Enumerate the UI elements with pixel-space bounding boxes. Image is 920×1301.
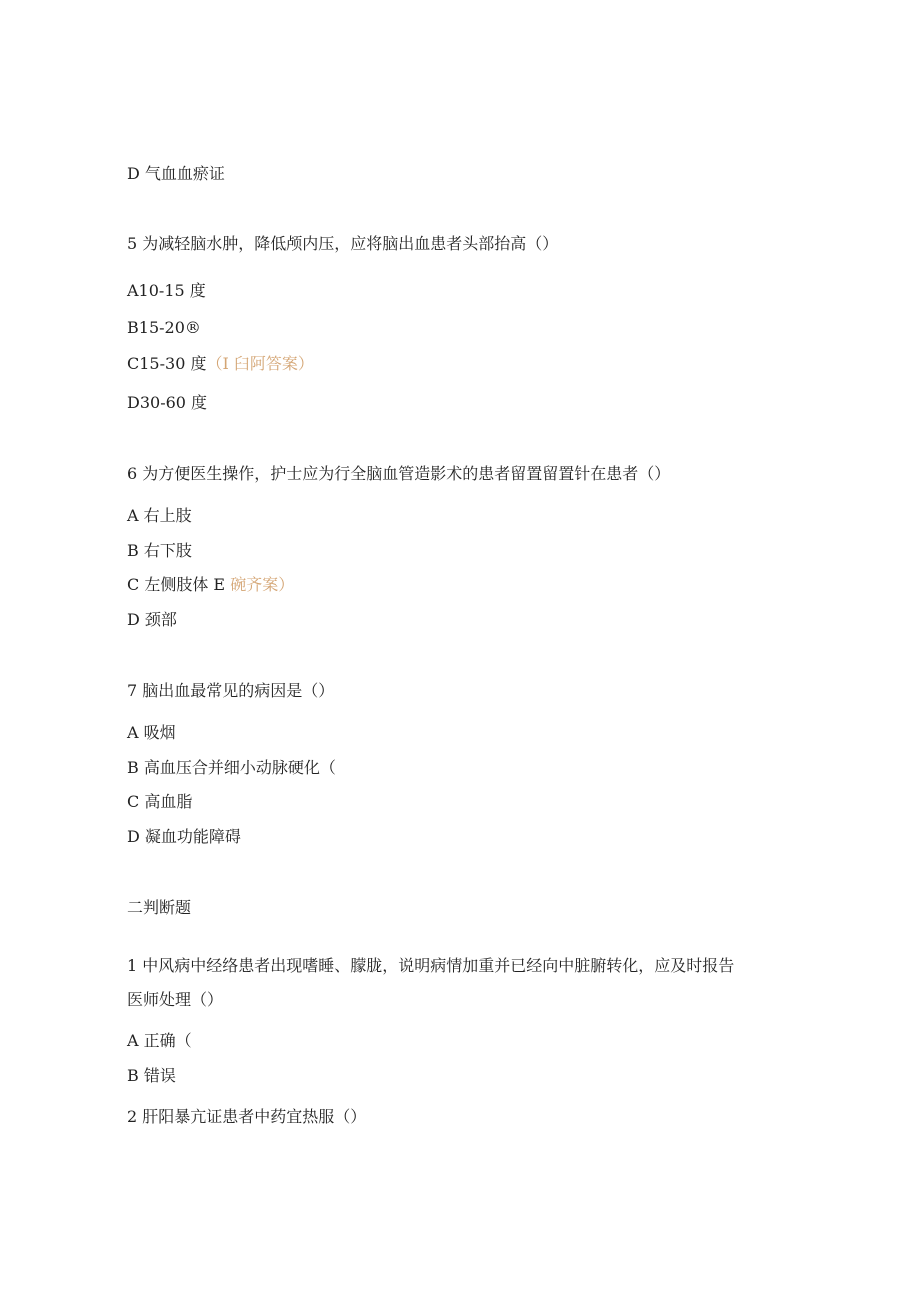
option-c-q7: C 高血脂 (127, 792, 193, 811)
question-7: 7 脑出血最常见的病因是（） (127, 681, 335, 700)
answer-mark: 碗齐案） (230, 575, 295, 594)
option-b-tf1: B 错误 (127, 1066, 176, 1085)
tf-question-1-continued: 医师处理（） (127, 990, 224, 1009)
option-d-q6: D 颈部 (127, 610, 177, 629)
option-b-q7: B 高血压合并细小动脉硬化（ (127, 758, 336, 777)
option-d-q4: D 气血血瘀证 (127, 164, 225, 183)
option-d-q5: D30-60 度 (127, 393, 208, 412)
option-a-tf1: A 正确（ (127, 1031, 192, 1050)
tf-question-2: 2 肝阳暴亢证患者中药宜热服（） (127, 1107, 367, 1126)
option-a-q5: A10-15 度 (127, 281, 206, 300)
tf-question-1: 1 中风病中经络患者出现嗜睡、朦胧，说明病情加重并已经向中脏腑转化，应及时报告 (127, 956, 735, 975)
option-d-q7: D 凝血功能障碍 (127, 827, 241, 846)
question-6: 6 为方便医生操作，护士应为行全脑血管造影术的患者留置留置针在患者（） (127, 464, 671, 483)
option-a-q6: A 右上肢 (127, 506, 192, 525)
option-a-q7: A 吸烟 (127, 723, 176, 742)
section-heading: 二判断题 (127, 898, 192, 917)
option-c-q6: C 左侧肢体 E 碗齐案） (127, 575, 295, 594)
option-c-q5: C15-30 度（I 臼阿答案） (127, 354, 314, 373)
option-b-q6: B 右下肢 (127, 541, 192, 560)
option-b-q5: B15-20® (127, 318, 201, 337)
answer-mark: （I 臼阿答案） (206, 354, 314, 373)
question-5: 5 为减轻脑水肿，降低颅内压，应将脑出血患者头部抬高（） (127, 234, 559, 253)
